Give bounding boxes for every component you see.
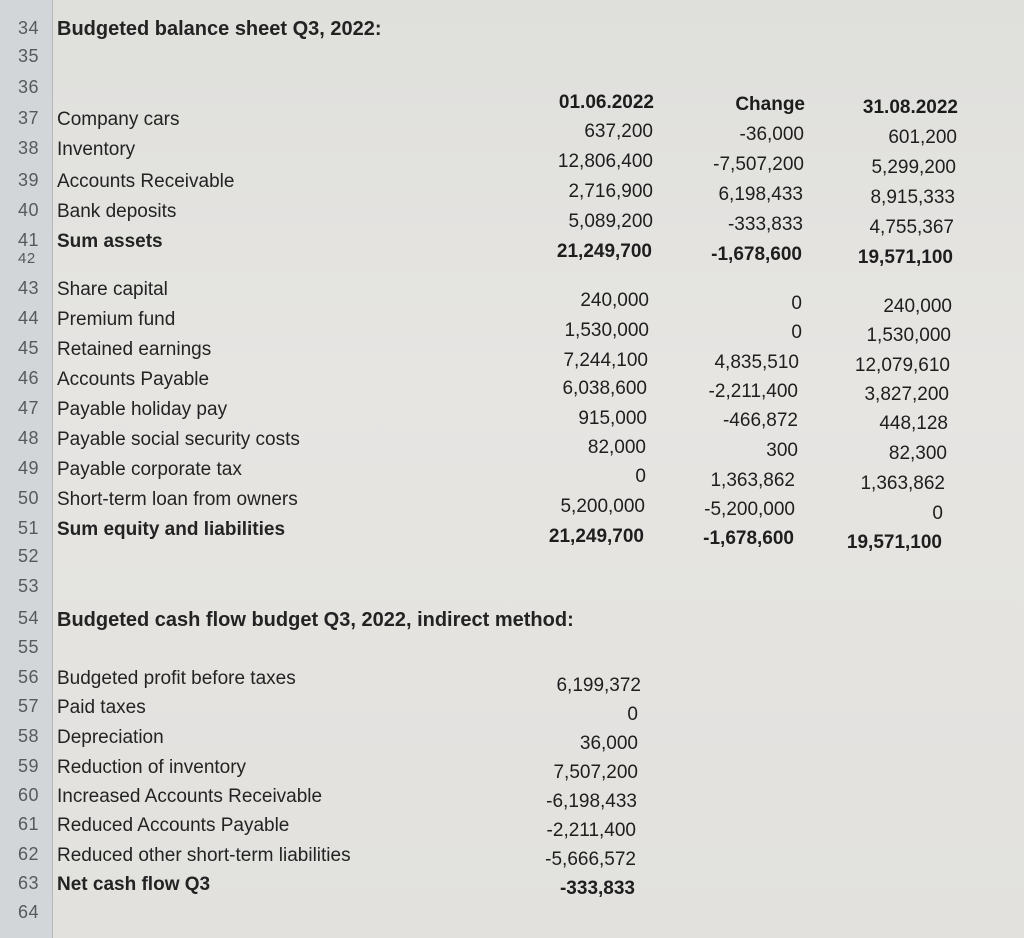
asset-value-closing[interactable]: 601,200 xyxy=(888,127,957,148)
row-number[interactable]: 38 xyxy=(18,138,40,158)
row-number[interactable]: 37 xyxy=(18,108,40,128)
liability-value-opening[interactable]: 915,000 xyxy=(578,408,647,429)
asset-label[interactable]: Inventory xyxy=(57,139,136,160)
liability-label[interactable]: Retained earnings xyxy=(57,339,212,360)
row-number[interactable]: 59 xyxy=(18,756,40,776)
row-number[interactable]: 40 xyxy=(18,200,40,220)
row-number[interactable]: 49 xyxy=(18,458,40,478)
liability-value-closing[interactable]: 1,363,862 xyxy=(860,473,945,494)
asset-value-change[interactable]: 6,198,433 xyxy=(718,184,803,205)
asset-total-label[interactable]: Sum assets xyxy=(57,231,163,252)
cash-flow-value[interactable]: 7,507,200 xyxy=(553,762,638,783)
liability-value-closing[interactable]: 12,079,610 xyxy=(854,355,950,376)
row-number[interactable]: 58 xyxy=(18,726,40,746)
row-number[interactable]: 43 xyxy=(18,278,40,298)
asset-value-opening[interactable]: 5,089,200 xyxy=(568,211,653,232)
row-number[interactable]: 34 xyxy=(18,18,40,38)
liability-label[interactable]: Payable corporate tax xyxy=(57,459,242,480)
liability-value-change[interactable]: 0 xyxy=(791,293,802,314)
row-number[interactable]: 53 xyxy=(18,576,40,596)
liability-label[interactable]: Short-term loan from owners xyxy=(57,489,298,510)
liability-value-change[interactable]: 1,363,862 xyxy=(710,470,795,491)
asset-label[interactable]: Bank deposits xyxy=(57,201,177,222)
cash-flow-value[interactable]: -6,198,433 xyxy=(546,791,637,812)
liability-label[interactable]: Payable social security costs xyxy=(57,429,300,450)
liability-value-closing[interactable]: 82,300 xyxy=(888,443,947,464)
row-number[interactable]: 46 xyxy=(18,368,40,388)
liability-value-opening[interactable]: 0 xyxy=(635,466,646,487)
liability-value-change[interactable]: -5,200,000 xyxy=(704,499,795,520)
liability-label[interactable]: Payable holiday pay xyxy=(57,399,228,420)
cash-flow-label[interactable]: Increased Accounts Receivable xyxy=(57,786,323,807)
liability-value-change[interactable]: 0 xyxy=(791,322,802,343)
asset-value-opening[interactable]: 2,716,900 xyxy=(568,181,653,202)
header-closing-date[interactable]: 31.08.2022 xyxy=(862,97,958,118)
row-number[interactable]: 45 xyxy=(18,338,40,358)
cash-flow-label[interactable]: Reduced Accounts Payable xyxy=(57,815,290,836)
row-number[interactable]: 39 xyxy=(18,170,40,190)
liability-value-change[interactable]: -466,872 xyxy=(722,410,798,431)
asset-value-opening[interactable]: 637,200 xyxy=(584,121,653,142)
cash-flow-value[interactable]: 6,199,372 xyxy=(556,675,641,696)
liability-total-label[interactable]: Sum equity and liabilities xyxy=(57,519,286,540)
cash-flow-label[interactable]: Reduction of inventory xyxy=(57,757,247,778)
liability-value-change[interactable]: 300 xyxy=(766,440,798,461)
liability-value-opening[interactable]: 1,530,000 xyxy=(564,320,649,341)
row-number[interactable]: 42 xyxy=(18,250,36,267)
asset-value-opening[interactable]: 12,806,400 xyxy=(557,151,653,172)
cash-flow-label[interactable]: Reduced other short-term liabilities xyxy=(57,845,351,866)
row-number[interactable]: 35 xyxy=(18,46,40,66)
liability-value-closing[interactable]: 0 xyxy=(932,503,943,524)
asset-value-closing[interactable]: 4,755,367 xyxy=(869,217,954,238)
cash-flow-value[interactable]: 36,000 xyxy=(579,733,638,754)
cash-flow-total-value[interactable]: -333,833 xyxy=(559,878,635,899)
asset-value-change[interactable]: -7,507,200 xyxy=(713,154,804,175)
asset-value-closing[interactable]: 8,915,333 xyxy=(870,187,955,208)
row-number[interactable]: 60 xyxy=(18,785,40,805)
liability-value-closing[interactable]: 448,128 xyxy=(879,413,948,434)
asset-total-closing[interactable]: 19,571,100 xyxy=(857,247,953,268)
row-number[interactable]: 57 xyxy=(18,696,40,716)
liability-label[interactable]: Premium fund xyxy=(57,309,176,330)
liability-label[interactable]: Accounts Payable xyxy=(57,369,210,390)
header-opening-date[interactable]: 01.06.2022 xyxy=(558,92,654,113)
row-number[interactable]: 50 xyxy=(18,488,40,508)
row-number[interactable]: 56 xyxy=(18,667,40,687)
asset-value-change[interactable]: -36,000 xyxy=(739,124,804,145)
header-change[interactable]: Change xyxy=(735,94,805,115)
row-number[interactable]: 47 xyxy=(18,398,40,418)
asset-label[interactable]: Accounts Receivable xyxy=(57,171,235,192)
liability-value-opening[interactable]: 5,200,000 xyxy=(560,496,645,517)
cash-flow-label[interactable]: Depreciation xyxy=(57,727,164,748)
liability-label[interactable]: Share capital xyxy=(57,279,168,300)
row-number[interactable]: 36 xyxy=(18,77,40,97)
liability-value-opening[interactable]: 240,000 xyxy=(580,290,649,311)
row-number[interactable]: 44 xyxy=(18,308,40,328)
cash-flow-label[interactable]: Paid taxes xyxy=(57,697,146,718)
asset-value-closing[interactable]: 5,299,200 xyxy=(871,157,956,178)
liability-total-closing[interactable]: 19,571,100 xyxy=(846,532,942,553)
asset-total-opening[interactable]: 21,249,700 xyxy=(556,241,652,262)
row-number[interactable]: 55 xyxy=(18,637,40,657)
cash-flow-value[interactable]: -2,211,400 xyxy=(546,820,636,841)
asset-total-change[interactable]: -1,678,600 xyxy=(711,244,802,265)
liability-value-change[interactable]: 4,835,510 xyxy=(714,352,799,373)
row-number[interactable]: 62 xyxy=(18,844,40,864)
row-number[interactable]: 64 xyxy=(18,902,40,922)
cash-flow-value[interactable]: 0 xyxy=(627,704,638,725)
liability-value-change[interactable]: -2,211,400 xyxy=(708,381,798,402)
liability-total-change[interactable]: -1,678,600 xyxy=(703,528,794,549)
cash-flow-total-label[interactable]: Net cash flow Q3 xyxy=(57,874,211,895)
liability-value-opening[interactable]: 82,000 xyxy=(587,437,646,458)
liability-total-opening[interactable]: 21,249,700 xyxy=(548,526,644,547)
liability-value-closing[interactable]: 1,530,000 xyxy=(866,325,951,346)
balance-sheet-title[interactable]: Budgeted balance sheet Q3, 2022: xyxy=(57,18,382,40)
row-number[interactable]: 52 xyxy=(18,546,40,566)
row-number[interactable]: 61 xyxy=(18,814,40,834)
cash-flow-value[interactable]: -5,666,572 xyxy=(545,849,636,870)
liability-value-closing[interactable]: 3,827,200 xyxy=(864,384,949,405)
asset-value-change[interactable]: -333,833 xyxy=(727,214,803,235)
row-number[interactable]: 48 xyxy=(18,428,40,448)
row-number[interactable]: 54 xyxy=(18,608,40,628)
cash-flow-label[interactable]: Budgeted profit before taxes xyxy=(57,668,296,689)
row-number[interactable]: 41 xyxy=(18,230,40,250)
liability-value-closing[interactable]: 240,000 xyxy=(883,296,952,317)
liability-value-opening[interactable]: 7,244,100 xyxy=(563,350,648,371)
asset-label[interactable]: Company cars xyxy=(57,109,180,130)
cash-flow-title[interactable]: Budgeted cash flow budget Q3, 2022, indirect method: xyxy=(57,609,574,631)
row-number[interactable]: 51 xyxy=(18,518,40,538)
row-number[interactable]: 63 xyxy=(18,873,40,893)
liability-value-opening[interactable]: 6,038,600 xyxy=(562,378,647,399)
